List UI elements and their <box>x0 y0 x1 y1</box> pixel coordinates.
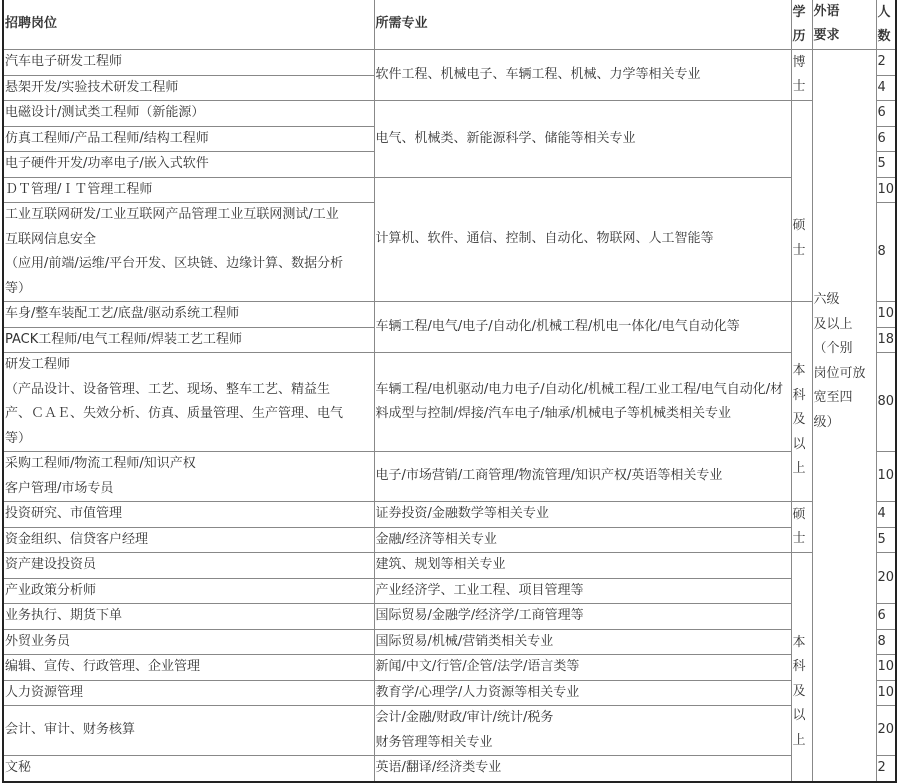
position-cell: 工业互联网研发/工业互联网产品管理工业互联网测试/工业 互联网信息安全 （应用/前端/运维/平台开发、区块链、边缘计算、数据分析 等） <box>3 203 374 302</box>
position-cell: 文秘 <box>3 756 374 782</box>
count-cell: 80 <box>876 353 896 452</box>
count-cell: 10 <box>876 655 896 681</box>
table-row <box>3 553 896 579</box>
count-cell: 10 <box>876 177 896 203</box>
table-row <box>3 680 896 706</box>
major-cell: 软件工程、机械电子、车辆工程、机械、力学等相关专业 <box>374 50 791 101</box>
major-cell: 新闻/中文/行管/企管/法学/语言类等 <box>374 655 791 681</box>
count-cell: 20 <box>876 553 896 604</box>
position-cell: 会计、审计、财务核算 <box>3 706 374 756</box>
count-cell: 6 <box>876 101 896 127</box>
position-cell: 仿真工程师/产品工程师/结构工程师 <box>3 126 374 152</box>
major-cell: 产业经济学、工业工程、项目管理等 <box>374 578 791 604</box>
header-major: 所需专业 <box>374 0 791 50</box>
position-cell: PACK工程师/电气工程师/焊装工艺工程师 <box>3 327 374 353</box>
table-row <box>3 578 896 604</box>
position-cell: 资金组织、信贷客户经理 <box>3 527 374 553</box>
table-row <box>3 353 896 452</box>
count-cell: 6 <box>876 604 896 630</box>
language-requirement-cell: 六级 及以上 （个别 岗位可放 宽至四 级） <box>812 50 876 782</box>
table-row <box>3 629 896 655</box>
count-cell: 10 <box>876 680 896 706</box>
major-cell: 建筑、规划等相关专业 <box>374 553 791 579</box>
major-cell: 证券投资/金融数学等相关专业 <box>374 502 791 528</box>
position-cell: 业务执行、期货下单 <box>3 604 374 630</box>
count-cell: 10 <box>876 452 896 502</box>
major-cell: 车辆工程/电机驱动/电力电子/自动化/机械工程/工业工程/电气自动化/材料成型与控制/焊接/汽车电子/轴承/机械电子等机械类相关专业 <box>374 353 791 452</box>
education-cell-bachelor: 本 科 及 以 上 <box>791 302 812 502</box>
position-cell: 车身/整车装配工艺/底盘/驱动系统工程师 <box>3 302 374 328</box>
count-cell: 2 <box>876 756 896 782</box>
count-cell: 2 <box>876 50 896 76</box>
position-cell: ＤＴ管理/ＩＴ管理工程师 <box>3 177 374 203</box>
position-cell: 外贸业务员 <box>3 629 374 655</box>
position-cell: 人力资源管理 <box>3 680 374 706</box>
position-cell: 电磁设计/测试类工程师（新能源） <box>3 101 374 127</box>
position-cell: 采购工程师/物流工程师/知识产权 客户管理/市场专员 <box>3 452 374 502</box>
table-row <box>3 177 896 203</box>
header-language: 外语 要求 <box>812 0 876 50</box>
position-cell: 产业政策分析师 <box>3 578 374 604</box>
count-cell: 10 <box>876 302 896 328</box>
education-cell-master: 硕 士 <box>791 502 812 553</box>
count-cell: 18 <box>876 327 896 353</box>
major-cell: 电子/市场营销/工商管理/物流管理/知识产权/英语等相关专业 <box>374 452 791 502</box>
major-cell: 计算机、软件、通信、控制、自动化、物联网、人工智能等 <box>374 177 791 302</box>
count-cell: 4 <box>876 502 896 528</box>
position-cell: 投资研究、市值管理 <box>3 502 374 528</box>
table-row <box>3 50 896 76</box>
position-cell: 悬架开发/实验技术研发工程师 <box>3 75 374 101</box>
major-cell: 国际贸易/金融学/经济学/工商管理等 <box>374 604 791 630</box>
education-cell-master: 硕 士 <box>791 101 812 302</box>
major-cell: 车辆工程/电气/电子/自动化/机械工程/机电一体化/电气自动化等 <box>374 302 791 353</box>
count-cell: 6 <box>876 126 896 152</box>
table-row <box>3 655 896 681</box>
count-cell: 5 <box>876 152 896 178</box>
table-row <box>3 452 896 502</box>
count-cell: 8 <box>876 203 896 302</box>
education-cell-doctor: 博 士 <box>791 50 812 101</box>
position-cell: 电子硬件开发/功率电子/嵌入式软件 <box>3 152 374 178</box>
major-cell: 教育学/心理学/人力资源等相关专业 <box>374 680 791 706</box>
recruitment-table <box>2 0 897 783</box>
table-row <box>3 502 896 528</box>
major-cell: 国际贸易/机械/营销类相关专业 <box>374 629 791 655</box>
count-cell: 4 <box>876 75 896 101</box>
header-count: 人 数 <box>876 0 896 50</box>
count-cell: 8 <box>876 629 896 655</box>
position-cell: 资产建设投资员 <box>3 553 374 579</box>
position-cell: 研发工程师 （产品设计、设备管理、工艺、现场、整车工艺、精益生 产、ＣＡＥ、失效分析、仿真、质量管理、生产管理、电气 等） <box>3 353 374 452</box>
table-row <box>3 604 896 630</box>
table-row <box>3 101 896 127</box>
major-cell: 会计/金融/财政/审计/统计/税务 财务管理等相关专业 <box>374 706 791 756</box>
major-cell: 英语/翻译/经济类专业 <box>374 756 791 782</box>
major-cell: 金融/经济等相关专业 <box>374 527 791 553</box>
position-cell: 编辑、宣传、行政管理、企业管理 <box>3 655 374 681</box>
header-education: 学 历 <box>791 0 812 50</box>
header-position: 招聘岗位 <box>3 0 374 50</box>
table-header-row <box>3 0 896 50</box>
table-row <box>3 302 896 328</box>
table-row <box>3 527 896 553</box>
position-cell: 汽车电子研发工程师 <box>3 50 374 76</box>
count-cell: 20 <box>876 706 896 756</box>
major-cell: 电气、机械类、新能源科学、储能等相关专业 <box>374 101 791 178</box>
count-cell: 5 <box>876 527 896 553</box>
table-row <box>3 706 896 756</box>
education-cell-bachelor: 本 科 及 以 上 <box>791 553 812 782</box>
